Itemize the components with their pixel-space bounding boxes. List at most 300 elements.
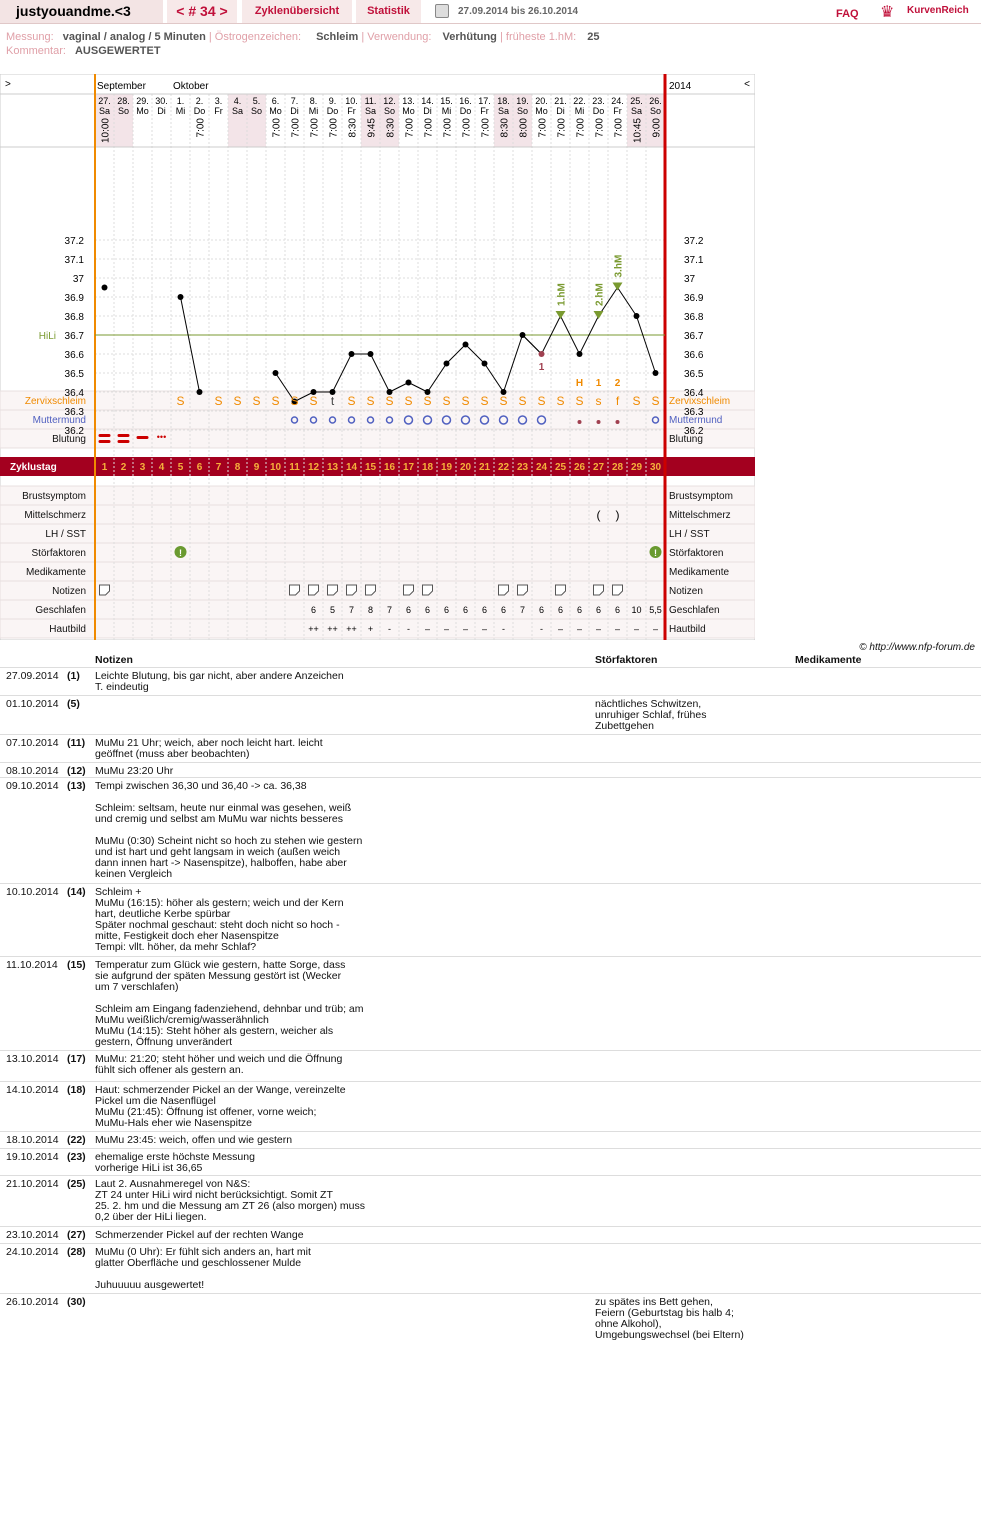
- excluded-point: [539, 351, 545, 357]
- sleep-hours: 6: [557, 605, 564, 615]
- disruption-icon-glyph: !: [179, 548, 182, 558]
- day-date: 25.: [630, 96, 643, 106]
- y-tick-right: 36.2: [684, 426, 704, 437]
- value-usage: Verhütung: [442, 31, 497, 43]
- sleep-hours: 5,5: [649, 605, 662, 615]
- row-bg: [0, 581, 755, 600]
- note-row: [0, 762, 981, 777]
- year-label: 2014: [669, 81, 692, 92]
- day-weekday: So: [250, 106, 263, 116]
- day-date: 9.: [328, 96, 337, 106]
- day-date: 29.: [136, 96, 149, 106]
- mucus-symbol: S: [404, 394, 413, 408]
- row-bg: [0, 410, 755, 429]
- day-date: 18.: [497, 96, 510, 106]
- nav-left: >: [5, 79, 11, 90]
- day-weekday: Do: [459, 106, 472, 116]
- cycle-day-number: 4: [158, 462, 165, 473]
- cycle-day-number: 7: [215, 462, 222, 473]
- cycle-day-number: 14: [345, 462, 358, 473]
- row-label-right: Medikamente: [669, 567, 730, 578]
- day-weekday: So: [516, 106, 529, 116]
- skin-value: –: [462, 624, 469, 634]
- day-weekday: Sa: [231, 106, 244, 116]
- mucus-symbol: S: [347, 394, 356, 408]
- row-label-left: Zervixschleim: [24, 396, 86, 407]
- note-row: [0, 734, 981, 762]
- mucus-symbol: t: [330, 394, 335, 408]
- mucus-symbol: S: [423, 394, 432, 408]
- sleep-hours: 6: [500, 605, 507, 615]
- peak-label: 1: [595, 378, 602, 389]
- cycle-day-number: 8: [234, 462, 241, 473]
- note-row: [0, 1226, 981, 1243]
- y-tick-left: 36.3: [64, 407, 84, 418]
- skin-value: –: [595, 624, 602, 634]
- cycle-day-number: 21: [478, 462, 491, 473]
- day-weekday: So: [649, 106, 662, 116]
- mittelschmerz-mark: ): [615, 508, 620, 522]
- day-date: 20.: [535, 96, 548, 106]
- skin-value: -: [388, 624, 391, 634]
- cycle-day-number: 27: [592, 462, 605, 473]
- y-tick-left: 37.2: [64, 236, 84, 247]
- cycle-day-number: 9: [253, 462, 260, 473]
- note-cycle-day: (27): [67, 1229, 86, 1241]
- disruption-icon-glyph: !: [654, 548, 657, 558]
- sleep-hours: 6: [462, 605, 469, 615]
- day-date: 24.: [611, 96, 624, 106]
- y-tick-left: 36.9: [64, 293, 84, 304]
- cycle-day-number: 30: [649, 462, 662, 473]
- row-bg: [0, 562, 755, 581]
- row-bg: [0, 543, 755, 562]
- hm-label: 2.hM: [594, 283, 606, 306]
- y-tick-left: 37: [72, 274, 84, 285]
- y-tick-right: 36.5: [684, 369, 704, 380]
- cycle-meta: Messung: vaginal / analog / 5 Minuten | Östrogenzeichen: Schleim | Verwendung: Verhütung | früheste 1.hM: 25 Kommentar: AUSGEWERTET: [6, 31, 600, 57]
- cervix-symbol: [597, 420, 601, 424]
- skin-value: -: [407, 624, 410, 634]
- cycle-nav[interactable]: < # 34 >: [167, 0, 237, 23]
- day-weekday: Di: [423, 106, 432, 116]
- temp-point: [520, 332, 526, 338]
- y-tick-right: 36.7: [684, 331, 704, 342]
- day-weekday: Sa: [98, 106, 111, 116]
- note-text: ehemalige erste höchste Messung vorherige HiLi ist 36,65: [95, 1151, 255, 1174]
- mucus-symbol: S: [309, 394, 318, 408]
- row-label-right: Brustsymptom: [669, 491, 733, 502]
- note-disruptions: nächtliches Schwitzen, unruhiger Schlaf, frühes Zubettgehen: [595, 698, 707, 732]
- note-text: Tempi zwischen 36,30 und 36,40 -> ca. 36,38 Schleim: seltsam, heute nur einmal was gesehen, weiß und cremig und selbst am MuMu war nichts besseres MuMu (0:30) Scheint nicht so hoch zu stehen wie gestern und ist hart und geht langsam in weich (außen weich dann innen hart -> Nasenspitze), halboffen, habe aber keinen Vergleich: [95, 780, 363, 880]
- cycle-day-number: 17: [402, 462, 415, 473]
- day-date: 23.: [592, 96, 605, 106]
- mucus-symbol: S: [632, 394, 641, 408]
- mucus-symbol: S: [233, 394, 242, 408]
- day-weekday: Do: [193, 106, 206, 116]
- cycle-day-number: 25: [554, 462, 567, 473]
- mucus-symbol: s: [595, 394, 602, 408]
- note-date: 26.10.2014: [6, 1296, 59, 1308]
- day-weekday: Do: [326, 106, 339, 116]
- row-bg: [0, 486, 755, 505]
- note-text: MuMu 21 Uhr; weich, aber noch leicht hart. leicht geöffnet (muss aber beobachten): [95, 737, 323, 760]
- cycle-day-number: 24: [535, 462, 548, 473]
- day-date: 11.: [364, 96, 377, 106]
- mucus-symbol: S: [271, 394, 280, 408]
- measure-time: 7:00: [290, 118, 302, 138]
- note-cycle-day: (18): [67, 1084, 86, 1096]
- row-label-right: LH / SST: [669, 529, 710, 540]
- measure-time: 8:30: [385, 118, 397, 138]
- hm-label: 1.hM: [556, 283, 568, 306]
- cycle-day-number: 2: [120, 462, 127, 473]
- row-label-left: Zyklustag: [10, 462, 57, 473]
- sleep-hours: 6: [443, 605, 450, 615]
- hili-label: HiLi: [38, 331, 56, 342]
- note-date: 01.10.2014: [6, 698, 59, 710]
- day-weekday: Sa: [364, 106, 377, 116]
- cervix-symbol: [578, 420, 582, 424]
- y-tick-right: 36.9: [684, 293, 704, 304]
- note-date: 11.10.2014: [6, 959, 58, 971]
- cycle-day-number: 16: [383, 462, 396, 473]
- row-bg: [0, 600, 755, 619]
- note-cycle-day: (25): [67, 1178, 86, 1190]
- skin-value: +: [367, 624, 374, 634]
- bleeding-mark: [99, 434, 111, 437]
- cycle-day-number: 12: [307, 462, 320, 473]
- note-row: [0, 1243, 981, 1293]
- cycle-day-number: 29: [630, 462, 643, 473]
- measure-time: 8:00: [518, 118, 530, 138]
- cycle-chart: [0, 74, 755, 640]
- sleep-hours: 5: [329, 605, 336, 615]
- note-row: [0, 1131, 981, 1148]
- cycle-day-number: 22: [497, 462, 510, 473]
- mucus-symbol: S: [176, 394, 185, 408]
- day-date: 3.: [214, 96, 223, 106]
- note-row: [0, 695, 981, 734]
- note-text: MuMu 23:45: weich, offen und wie gestern: [95, 1134, 293, 1146]
- cycle-day-number: 5: [177, 462, 184, 473]
- note-date: 27.09.2014: [6, 670, 59, 682]
- day-date: 7.: [290, 96, 299, 106]
- mucus-symbol: S: [651, 394, 660, 408]
- row-label-left: Mittelschmerz: [24, 510, 86, 521]
- note-row: [0, 777, 981, 883]
- measure-time: 7:00: [271, 118, 283, 138]
- mucus-symbol: S: [252, 394, 261, 408]
- cycle-day-number: 11: [289, 462, 300, 473]
- mucus-symbol: S: [290, 394, 299, 408]
- sleep-hours: 6: [595, 605, 602, 615]
- cycle-day-number: 18: [421, 462, 434, 473]
- month-label: Oktober: [173, 81, 209, 92]
- day-date: 4.: [233, 96, 242, 106]
- measure-time: 10:00: [100, 118, 112, 144]
- measure-time: 10:45: [632, 118, 644, 144]
- row-label-left: Störfaktoren: [31, 548, 86, 559]
- temp-point: [178, 294, 184, 300]
- row-label-left: Notizen: [52, 586, 86, 597]
- brand-logo[interactable]: KurvenReich: [907, 5, 969, 16]
- day-weekday: Mi: [574, 106, 585, 116]
- row-label-right: Störfaktoren: [669, 548, 724, 559]
- tab-statistics[interactable]: Statistik: [356, 0, 421, 23]
- sleep-hours: 6: [424, 605, 431, 615]
- sleep-hours: 6: [405, 605, 412, 615]
- day-weekday: Di: [556, 106, 565, 116]
- measure-time: 7:00: [328, 118, 340, 138]
- label-comment: Kommentar:: [6, 45, 66, 57]
- note-cycle-day: (15): [67, 959, 86, 971]
- note-date: 14.10.2014: [6, 1084, 59, 1096]
- day-weekday: Di: [157, 106, 166, 116]
- note-row: [0, 883, 981, 956]
- temp-point: [406, 380, 412, 386]
- mucus-symbol: S: [537, 394, 546, 408]
- day-weekday: Di: [290, 106, 299, 116]
- row-label-right: Blutung: [669, 434, 703, 445]
- skin-value: –: [443, 624, 450, 634]
- day-date: 2.: [195, 96, 204, 106]
- cycle-day-number: 26: [573, 462, 586, 473]
- copyright[interactable]: © http://www.nfp-forum.de: [859, 642, 975, 653]
- skin-value: –: [614, 624, 621, 634]
- temp-point: [349, 351, 355, 357]
- skin-value: -: [502, 624, 505, 634]
- day-date: 16.: [459, 96, 472, 106]
- day-date: 28.: [117, 96, 130, 106]
- measure-time: 7:00: [537, 118, 549, 138]
- y-tick-right: 36.3: [684, 407, 704, 418]
- y-tick-left: 36.4: [64, 388, 84, 399]
- day-date: 14.: [421, 96, 434, 106]
- excluded-label: 1: [538, 362, 545, 373]
- row-label-left: LH / SST: [45, 529, 86, 540]
- note-cycle-day: (5): [67, 698, 80, 710]
- nav-right: <: [744, 79, 750, 90]
- note-row: [0, 1293, 981, 1343]
- notes-header-notes: Notizen: [95, 654, 133, 666]
- note-date: 08.10.2014: [6, 765, 59, 777]
- day-weekday: Mo: [136, 106, 149, 116]
- measure-time: 8:30: [347, 118, 359, 138]
- day-weekday: Mo: [269, 106, 282, 116]
- measure-time: 7:00: [195, 118, 207, 138]
- row-label-right: Mittelschmerz: [669, 510, 731, 521]
- measure-time: 7:00: [442, 118, 454, 138]
- note-cycle-day: (12): [67, 765, 86, 777]
- row-label-right: Geschlafen: [669, 605, 720, 616]
- note-date: 23.10.2014: [6, 1229, 59, 1241]
- day-weekday: Mo: [535, 106, 548, 116]
- note-row: [0, 667, 981, 695]
- day-weekday: Mi: [308, 106, 319, 116]
- label-earliest-hm: früheste 1.hM:: [505, 31, 577, 43]
- temp-point: [444, 361, 450, 367]
- row-label-right: Hautbild: [669, 624, 706, 635]
- note-disruptions: zu spätes ins Bett gehen, Feiern (Geburtstag bis halb 4; ohne Alkohol), Umgebungswechsel (bei Eltern): [595, 1296, 744, 1341]
- temp-point: [653, 370, 659, 376]
- y-tick-left: 36.5: [64, 369, 84, 380]
- faq-link[interactable]: FAQ: [836, 8, 859, 20]
- sleep-hours: 7: [348, 605, 355, 615]
- note-cycle-day: (17): [67, 1053, 86, 1065]
- day-weekday: Fr: [480, 106, 489, 116]
- note-date: 09.10.2014: [6, 780, 59, 792]
- cycle-day-number: 10: [269, 462, 282, 473]
- cycle-day-number: 13: [326, 462, 339, 473]
- notes-header-disruptions: Störfaktoren: [595, 654, 658, 666]
- mucus-symbol: S: [385, 394, 394, 408]
- day-weekday: Mo: [402, 106, 415, 116]
- note-cycle-day: (13): [67, 780, 86, 792]
- row-bg: [0, 524, 755, 543]
- note-date: 07.10.2014: [6, 737, 59, 749]
- measure-time: 7:00: [480, 118, 492, 138]
- sleep-hours: 10: [631, 605, 642, 615]
- y-tick-left: 36.6: [64, 350, 84, 361]
- top-header: [0, 0, 981, 24]
- day-date: 27.: [98, 96, 111, 106]
- row-bg: [0, 619, 755, 638]
- measure-time: 9:45: [366, 118, 378, 138]
- day-weekday: Fr: [613, 106, 622, 116]
- day-date: 15.: [440, 96, 453, 106]
- day-date: 26.: [649, 96, 662, 106]
- date-range: 27.09.2014 bis 26.10.2014: [458, 6, 579, 17]
- y-tick-left: 36.2: [64, 426, 84, 437]
- peak-label: 2: [614, 378, 621, 389]
- note-cycle-day: (23): [67, 1151, 86, 1163]
- note-cycle-day: (1): [67, 670, 80, 682]
- note-text: MuMu 23:20 Uhr: [95, 765, 174, 777]
- skin-value: –: [633, 624, 640, 634]
- measure-time: 9:00: [651, 118, 663, 138]
- day-date: 21.: [554, 96, 567, 106]
- bleeding-mark: [118, 440, 130, 443]
- day-date: 8.: [309, 96, 318, 106]
- mittelschmerz-mark: (: [596, 508, 601, 522]
- note-date: 19.10.2014: [6, 1151, 59, 1163]
- sleep-hours: 8: [367, 605, 374, 615]
- skin-value: –: [557, 624, 564, 634]
- day-weekday: So: [117, 106, 130, 116]
- label-estrogen: Östrogenzeichen:: [214, 31, 301, 43]
- measure-time: 7:00: [404, 118, 416, 138]
- day-date: 19.: [516, 96, 529, 106]
- note-text: Schmerzender Pickel auf der rechten Wange: [95, 1229, 304, 1241]
- cycle-day-number: 3: [139, 462, 146, 473]
- skin-value: –: [481, 624, 488, 634]
- note-cycle-day: (22): [67, 1134, 86, 1146]
- row-label-left: Muttermund: [32, 415, 86, 426]
- measure-time: 7:00: [613, 118, 625, 138]
- day-weekday: Mi: [441, 106, 452, 116]
- note-text: MuMu: 21:20; steht höher und weich und die Öffnung fühlt sich offener als gestern an.: [95, 1053, 343, 1076]
- row-label-left: Hautbild: [49, 624, 86, 635]
- measure-time: 7:00: [423, 118, 435, 138]
- sleep-hours: 6: [538, 605, 545, 615]
- mucus-symbol: S: [518, 394, 527, 408]
- bleeding-mark: •••: [156, 432, 167, 442]
- mucus-symbol: S: [575, 394, 584, 408]
- label-measurement: Messung:: [6, 31, 54, 43]
- y-tick-right: 36.6: [684, 350, 704, 361]
- day-weekday: Do: [592, 106, 605, 116]
- mucus-symbol: S: [480, 394, 489, 408]
- cycle-day-number: 19: [440, 462, 453, 473]
- print-icon[interactable]: [435, 4, 449, 18]
- skin-value: –: [652, 624, 659, 634]
- temp-point: [273, 370, 279, 376]
- month-label: September: [97, 81, 146, 92]
- day-date: 12.: [383, 96, 396, 106]
- value-comment: AUSGEWERTET: [74, 45, 161, 57]
- y-tick-left: 36.8: [64, 312, 84, 323]
- sleep-hours: 6: [614, 605, 621, 615]
- note-row: [0, 1148, 981, 1175]
- crown-icon: ♛: [880, 4, 895, 21]
- skin-value: –: [424, 624, 431, 634]
- row-label-right: Zervixschleim: [669, 396, 731, 407]
- measure-time: 7:00: [556, 118, 568, 138]
- note-cycle-day: (11): [67, 737, 86, 749]
- temp-point: [482, 361, 488, 367]
- note-cycle-day: (28): [67, 1246, 86, 1258]
- mucus-symbol: S: [366, 394, 375, 408]
- day-date: 30.: [155, 96, 168, 106]
- note-row: [0, 956, 981, 1050]
- skin-value: ++: [346, 624, 357, 634]
- row-label-right: Muttermund: [669, 415, 723, 426]
- temp-point: [463, 342, 469, 348]
- value-earliest-hm: 25: [587, 31, 600, 43]
- measure-time: 7:00: [594, 118, 606, 138]
- note-text: Laut 2. Ausnahmeregel von N&S: ZT 24 unter HiLi wird nicht berücksichtigt. Somit ZT 25. 2. hm und die Messung am ZT 26 (also morgen) muss 0,2 über der HiLi liegen.: [95, 1178, 366, 1223]
- chart-svg: [0, 74, 755, 640]
- note-text: Leichte Blutung, bis gar nicht, aber andere Anzeichen T. eindeutig: [95, 670, 344, 693]
- cycle-day-number: 23: [516, 462, 529, 473]
- mucus-symbol: f: [615, 394, 620, 408]
- peak-label: H: [575, 378, 584, 389]
- day-date: 6.: [271, 96, 280, 106]
- mucus-symbol: S: [214, 394, 223, 408]
- day-date: 13.: [402, 96, 415, 106]
- note-text: Temperatur zum Glück wie gestern, hatte Sorge, dass sie aufgrund der späten Messung gestört ist (Wecker um 7 verschlafen) Schleim am Eingang fadenziehend, dehnbar und trüb; am MuMu weißlich/cremig/wasserähnlich MuMu (14:15): Steht höher als gestern, weicher als gestern, Öffnung unverändert: [95, 959, 364, 1048]
- note-date: 10.10.2014: [6, 886, 59, 898]
- row-label-left: Blutung: [52, 434, 86, 445]
- temp-point: [634, 313, 640, 319]
- row-label-right: Notizen: [669, 586, 703, 597]
- y-tick-left: 37.1: [64, 255, 84, 266]
- cervix-symbol: [616, 420, 620, 424]
- note-date: 18.10.2014: [6, 1134, 59, 1146]
- day-weekday: Fr: [214, 106, 223, 116]
- day-weekday: Mi: [175, 106, 186, 116]
- day-date: 17.: [478, 96, 491, 106]
- note-text: Schleim + MuMu (16:15): höher als gestern; weich und der Kern hart, deutliche Kerbe spürbar Später nochmal geschaut: steht doch nicht so hoch - mitte, Festigkeit doch eher Nasenspitze Tempi: vllt. höher, da mehr Schlaf?: [95, 886, 344, 953]
- tab-cycle-overview[interactable]: Zyklenübersicht: [242, 0, 352, 23]
- row-label-left: Medikamente: [25, 567, 86, 578]
- measure-time: 7:00: [309, 118, 321, 138]
- skin-value: –: [576, 624, 583, 634]
- y-tick-right: 37: [684, 274, 696, 285]
- note-row: [0, 1081, 981, 1131]
- bleeding-mark: [99, 440, 111, 443]
